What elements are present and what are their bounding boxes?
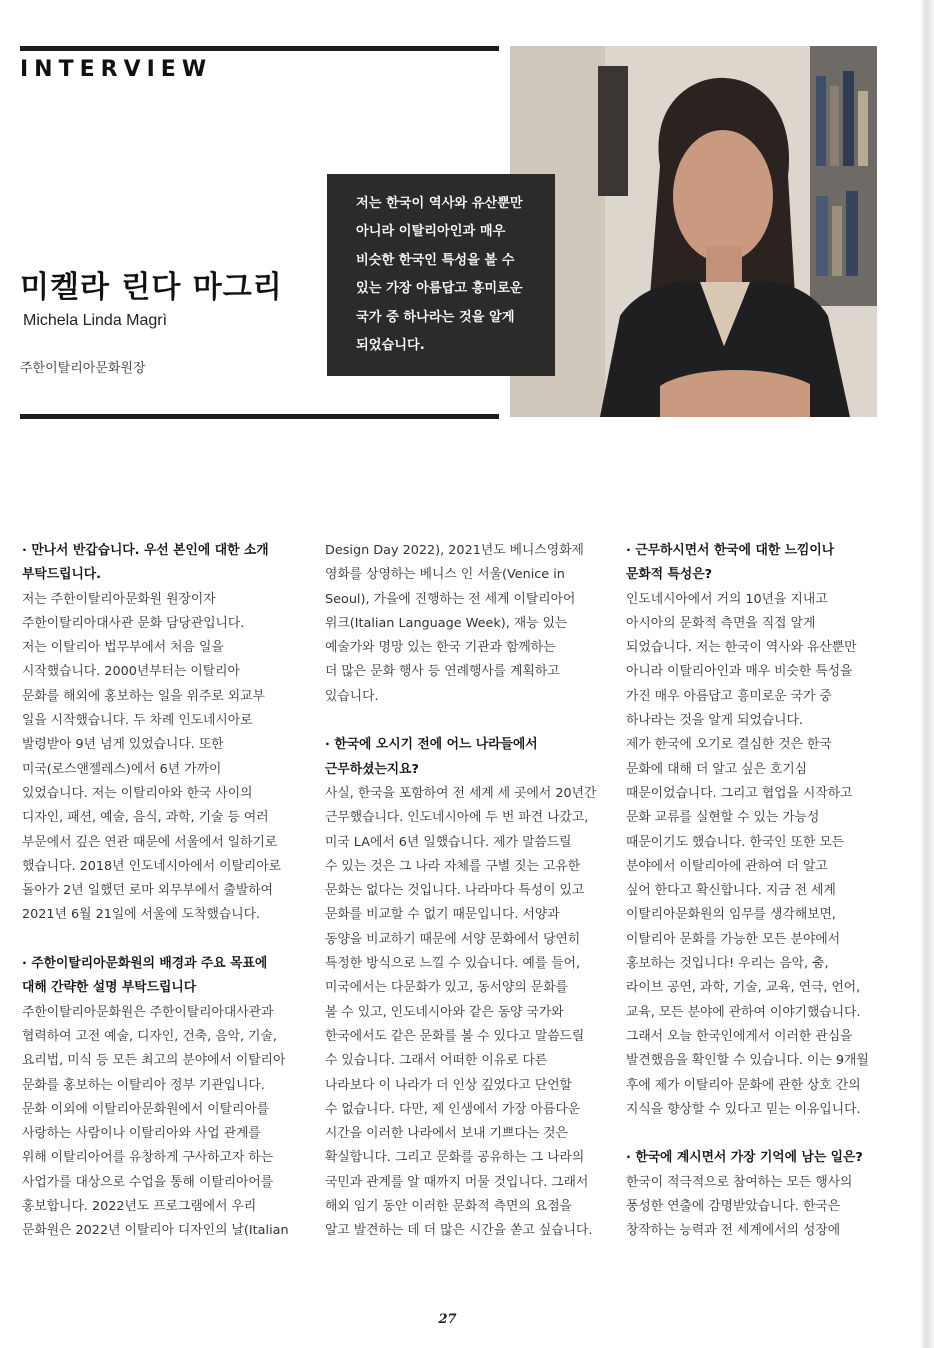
interviewee-name-english: Michela Linda Magrì	[23, 312, 168, 329]
answer-2: 주한이탈리아문화원은 주한이탈리아대사관과 협력하여 고전 예술, 디자인, 건축, 음악, 기술, 요리법, 미식 등 모든 최고의 분야에서 이탈리아 문화를 홍보하는 이탈리아 정부 기관입니다. 문화 이외에 이탈리아문화원에서 이탈리아를 사랑하는 사람이나 이탈리아와 사업 관계를 위해 이탈리아어를 유창하게 구사하고자 하는 사업가를 대상으로 수업을 통해 이탈리아어를 홍보합니다. 2022년도 프로그램에서 우리 문화원은 2022년 이탈리아 디자인의 날(Italian	[22, 1004, 289, 1239]
interviewee-role: 주한이탈리아문화원장	[20, 361, 146, 376]
question-1: · 만나서 반갑습니다. 우선 본인에 대한 소개 부탁드립니다.	[22, 543, 269, 583]
page-edge-shadow	[920, 0, 934, 1348]
bottom-rule	[20, 414, 499, 419]
article-column-3	[626, 539, 906, 1244]
interviewee-name-korean: 미켈라 린다 마그리	[20, 270, 283, 305]
answer-1: 저는 주한이탈리아문화원 원장이자 주한이탈리아대사관 문화 담당관입니다. 저는 이탈리아 법무부에서 처음 일을 시작했습니다. 2000년부터는 이탈리아 문화를 해외에 홍보하는 일을 위주로 외교부 일을 시작했습니다. 두 차례 인도네시아로 발령받아 9년 넘게 있었습니다. 또한 미국(로스앤젤레스)에서 6년 가까이 있었습니다. 저는 이탈리아와 한국 사이의 디자인, 패션, 예술, 음식, 과학, 기술 등 여러 부문에서 깊은 연관 때문에 서울에서 일하기로 했습니다. 2018년 인도네시아에서 이탈리아로 돌아가 2년 일했던 로마 외무부에서 출발하여 2021년 6월 21일에 서울에 도착했습니다.	[22, 591, 281, 923]
question-5: · 한국에 계시면서 가장 기억에 남는 일은?	[626, 1150, 863, 1166]
question-4: · 근무하시면서 한국에 대한 느낌이나 문화적 특성은?	[626, 543, 835, 583]
question-3: · 한국에 오시기 전에 어느 나라들에서 근무하셨는지요?	[325, 737, 538, 777]
answer-2-continued: Design Day 2022), 2021년도 베니스영화제 영화를 상영하는 베니스 인 서울(Venice in Seoul), 가을에 진행하는 전 세계 이탈리아어 위크(Italian Language Week), 재능 있는 예술가와 명망 있는 한국 기관과 함께하는 더 많은 문화 행사 등 연례행사를 계획하고 있습니다.	[325, 543, 584, 704]
answer-4: 인도네시아에서 거의 10년을 지내고 아시아의 문화적 측면을 직접 알게 되었습니다. 저는 한국이 역사와 유산뿐만 아니라 이탈리아인과 매우 비슷한 특성을 가진 매우 아름답고 흥미로운 국가 중 하나라는 것을 알게 되었습니다. 제가 한국에 오기로 결심한 것은 한국 문화에 대해 더 알고 싶은 호기심 때문이었습니다. 그리고 협업을 시작하고 문화 교류를 실현할 수 있는 가능성 때문이기도 했습니다. 한국인 또한 모든 분야에서 이탈리아에 관하여 더 알고 싶어 한다고 확신합니다. 지금 전 세계 이탈리아문화원의 임무를 생각해보면, 이탈리아 문화를 가능한 모든 분야에서 홍보하는 것입니다! 우리는 음악, 춤, 라이브 공연, 과학, 기술, 교육, 연극, 언어, 교육, 모든 분야에 관하여 이야기했습니다. 그래서 오늘 한국인에게서 이러한 관심을 발견했음을 확인할 수 있습니다. 이는 9개월 후에 제가 이탈리아 문화에 관한 상호 간의 지식을 향상할 수 있다고 믿는 이유입니다.	[626, 591, 869, 1117]
answer-3: 사실, 한국을 포함하여 전 세계 세 곳에서 20년간 근무했습니다. 인도네시아에 두 번 파견 나갔고, 미국 LA에서 6년 일했습니다. 제가 말씀드릴 수 있는 것은 그 나라 자체를 구별 짓는 고유한 문화는 없다는 것입니다. 나라마다 특성이 있고 문화를 비교할 수 없기 때문입니다. 서양과 동양을 비교하기 때문에 서양 문화에서 당연히 특정한 방식으로 느낄 수 있습니다. 예를 들어, 미국에서는 다문화가 있고, 동서양의 문화를 볼 수 있고, 인도네시아와 같은 동양 국가와 한국에서도 같은 문화를 볼 수 있다고 말씀드릴 수 있습니다. 그래서 어떠한 이유로 다른 나라보다 이 나라가 더 인상 깊었다고 단언할 수 없습니다. 다만, 제 인생에서 가장 아름다운 시간을 이러한 나라에서 보내 기쁘다는 것은 확실합니다. 그리고 문화를 공유하는 그 나라의 국민과 관계를 알 때까지 머물 것입니다. 그래서 해외 임기 동안 이러한 문화적 측면의 요점을 알고 발견하는 데 더 많은 시간을 쏟고 싶습니다.	[325, 785, 597, 1239]
question-2: · 주한이탈리아문화원의 배경과 주요 목표에 대해 간략한 설명 부탁드립니다	[22, 956, 268, 996]
pull-quote-box	[327, 174, 555, 376]
answer-5: 한국이 적극적으로 참여하는 모든 행사의 풍성한 연출에 감명받았습니다. 한국은 창작하는 능력과 전 세계에서의 성장에	[626, 1174, 853, 1239]
section-label: INTERVIEW	[20, 57, 213, 82]
article-column-1	[22, 539, 302, 1244]
article-column-2	[325, 539, 605, 1244]
pull-quote-text: 저는 한국이 역사와 유산뿐만 아니라 이탈리아인과 매우 비슷한 한국인 특성을 볼 수 있는 가장 아름답고 흥미로운 국가 중 하나라는 것을 알게 되었습니다.	[356, 196, 523, 354]
page-number: 27	[438, 1312, 457, 1327]
portrait-photo	[510, 46, 877, 417]
portrait-illustration	[510, 46, 877, 417]
top-rule	[20, 46, 499, 51]
